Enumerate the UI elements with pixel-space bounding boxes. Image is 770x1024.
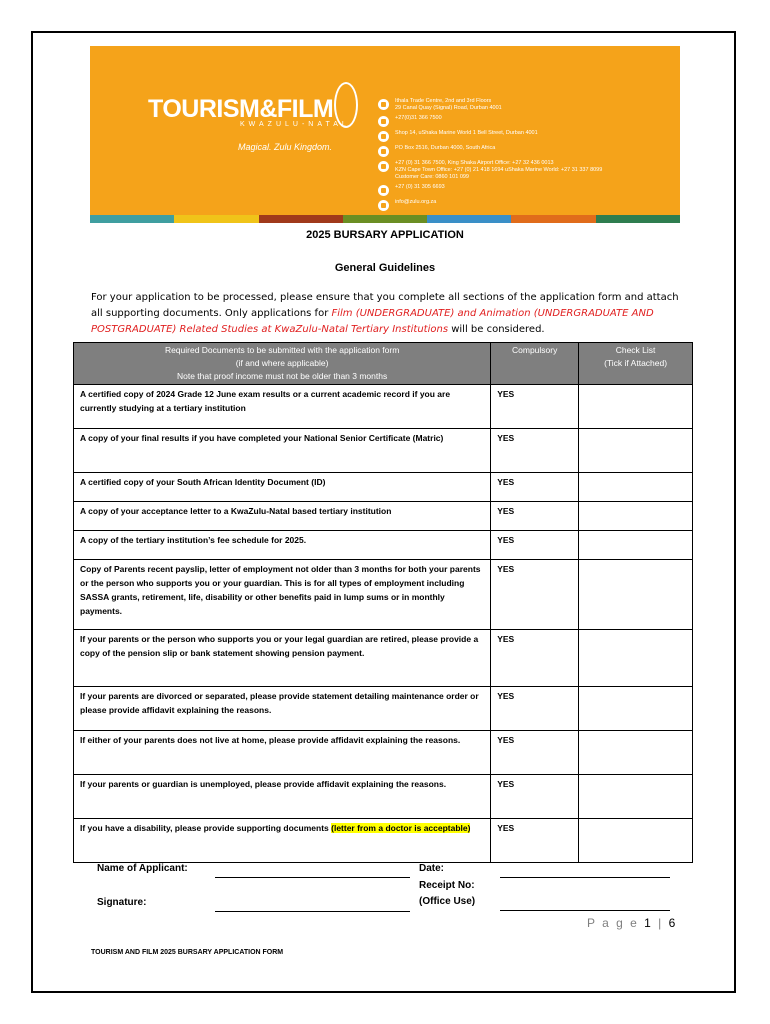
- required-document: [74, 731, 491, 775]
- table-row: [74, 819, 693, 863]
- contact-text: +27(0)31 366 7500: [395, 115, 442, 121]
- intro-text-end: will be considered.: [448, 324, 545, 335]
- header-line: Required Documents to be submitted with the application form: [164, 345, 400, 355]
- header-checklist: [579, 343, 693, 385]
- table-row: [74, 775, 693, 819]
- contact-row: [378, 199, 678, 211]
- required-document: [74, 775, 491, 819]
- contact-row: [378, 130, 678, 142]
- contact-details: [378, 98, 678, 214]
- header-line: Note that proof income must not be older than 3 months: [176, 371, 388, 381]
- web-icon: [378, 200, 389, 211]
- checklist-cell[interactable]: [579, 630, 693, 687]
- page-separator: |: [652, 916, 669, 930]
- home-icon: [378, 99, 389, 110]
- stripe-segment: [90, 215, 174, 223]
- checklist-cell[interactable]: [579, 385, 693, 429]
- logo-tagline: Magical. Zulu Kingdom.: [238, 142, 333, 152]
- contact-text: Shop 14, uShaka Marine World 1 Bell Street, Durban 4001: [395, 130, 538, 136]
- required-document: [74, 630, 491, 687]
- document-text: Copy of Parents recent payslip, letter of employment not older than 3 months for both your parents or the person who supports you or your guardian. This is for all types of employment including SASSA grants, retirement, life, disability or other benefits paid in lump sums or in monthly payments.: [80, 564, 481, 616]
- intro-eligible-studies: Film (UNDERGRADUATE) and Animation (UNDERGRADUATE AND POSTGRADUATE) Related Studies at KwaZulu-Natal Tertiary Institutions: [91, 308, 654, 335]
- contact-row: [378, 98, 678, 112]
- fax-icon: [378, 185, 389, 196]
- contact-row: [378, 184, 678, 196]
- table-row: [74, 429, 693, 473]
- checklist-cell[interactable]: [579, 531, 693, 560]
- table-row: [74, 502, 693, 531]
- document-text: A copy of the tertiary institution’s fee schedule for 2025.: [80, 535, 307, 545]
- logo-region: KWAZULU-NATAL: [240, 121, 350, 128]
- office-use-label: (Office Use): [419, 896, 476, 907]
- document-text: A certified copy of your South African Identity Document (ID): [80, 477, 326, 487]
- table-row: [74, 560, 693, 630]
- footer-form-name: TOURISM AND FILM 2025 BURSARY APPLICATION FORM: [91, 949, 284, 956]
- checklist-cell[interactable]: [579, 819, 693, 863]
- document-text: If your parents are divorced or separated, please provide statement detailing maintenance order or please provide affidavit explaining the reasons.: [80, 691, 479, 715]
- stripe-segment: [596, 215, 680, 223]
- compulsory-cell: YES: [491, 531, 579, 560]
- header-line: (Tick if Attached): [604, 358, 668, 368]
- required-document: [74, 385, 491, 429]
- logo-text: TOURISM&FILM: [148, 95, 334, 123]
- required-document: [74, 502, 491, 531]
- intro-paragraph: [91, 290, 691, 338]
- document-text: If your parents or guardian is unemployed, please provide affidavit explaining the reasons.: [80, 779, 447, 789]
- table-row: [74, 630, 693, 687]
- contact-text: info@zulu.org.za: [395, 199, 437, 205]
- chat-icon: [378, 161, 389, 172]
- compulsory-cell: YES: [491, 385, 579, 429]
- checklist-cell[interactable]: [579, 429, 693, 473]
- required-document: [74, 819, 491, 863]
- checklist-cell[interactable]: [579, 687, 693, 731]
- compulsory-cell: YES: [491, 819, 579, 863]
- phone-icon: [378, 116, 389, 127]
- compulsory-cell: YES: [491, 687, 579, 731]
- name-of-applicant-field[interactable]: [215, 877, 410, 878]
- page-total: 6: [668, 916, 678, 930]
- shield-emblem-icon: [334, 82, 358, 128]
- document-text: A copy of your final results if you have completed your National Senior Certificate (Matric): [80, 433, 444, 443]
- contact-text: +27 (0) 31 305 6693: [395, 184, 445, 190]
- required-document: [74, 473, 491, 502]
- table-row: [74, 687, 693, 731]
- header-required-documents: [74, 343, 491, 385]
- document-text: A copy of your acceptance letter to a KwaZulu-Natal based tertiary institution: [80, 506, 392, 516]
- page-prefix: P a g e: [587, 916, 645, 930]
- required-document: [74, 531, 491, 560]
- section-subtitle: General Guidelines: [334, 262, 436, 274]
- document-title: 2025 BURSARY APPLICATION: [306, 229, 464, 241]
- compulsory-cell: YES: [491, 429, 579, 473]
- stripe-segment: [259, 215, 343, 223]
- contact-text: +27 (0) 31 366 7500, King Shaka Airport Office: +27 32 436 0013 KZN Cape Town Office: +27 (0) 21 418 1694 uShaka Marine World: +27 31 337 8099 Customer Care: 0860 101 099: [395, 160, 603, 180]
- checklist-cell[interactable]: [579, 560, 693, 630]
- receipt-number-label: Receipt No:: [419, 880, 475, 891]
- document-text: If you have a disability, please provide supporting documents: [80, 823, 332, 833]
- compulsory-cell: YES: [491, 502, 579, 531]
- signature-field[interactable]: [215, 911, 410, 912]
- stripe-segment: [174, 215, 258, 223]
- location-icon: [378, 131, 389, 142]
- header-line: Check List: [615, 345, 656, 355]
- document-text: A certified copy of 2024 Grade 12 June exam results or a current academic record if you are currently studying at a tertiary institution: [80, 389, 451, 413]
- checklist-cell[interactable]: [579, 775, 693, 819]
- document-text: If either of your parents does not live at home, please provide affidavit explaining the reasons.: [80, 735, 461, 745]
- compulsory-cell: YES: [491, 560, 579, 630]
- checklist-cell[interactable]: [579, 731, 693, 775]
- table-row: [74, 531, 693, 560]
- contact-text: Ithala Trade Centre, 2nd and 3rd Floors 29 Canal Quay (Signal) Road, Durban 4001: [395, 98, 502, 111]
- required-document: [74, 560, 491, 630]
- contact-text: PO Box 2516, Durban 4000, South Africa: [395, 145, 496, 151]
- intro-text: For your application to be processed, please ensure that you complete all sections of the application form and attach all supporting documents. Only applications for: [91, 292, 679, 319]
- compulsory-cell: YES: [491, 473, 579, 502]
- required-document: [74, 687, 491, 731]
- table-row: [74, 385, 693, 429]
- date-label: Date:: [419, 863, 445, 874]
- required-documents-table: [73, 342, 693, 863]
- receipt-number-field[interactable]: [500, 910, 670, 911]
- mailbox-icon: [378, 146, 389, 157]
- table-row: [74, 731, 693, 775]
- stripe-segment: [511, 215, 595, 223]
- compulsory-cell: YES: [491, 731, 579, 775]
- table-row: [74, 473, 693, 502]
- signature-label: Signature:: [97, 897, 147, 908]
- color-stripe: [90, 215, 680, 223]
- document-text: If your parents or the person who supports you or your legal guardian are retired, please provide a copy of the pension slip or bank statement showing pension payment.: [80, 634, 479, 658]
- contact-row: [378, 115, 678, 127]
- page-current: 1: [644, 916, 653, 930]
- header-compulsory: Compulsory: [491, 343, 579, 385]
- compulsory-cell: YES: [491, 630, 579, 687]
- header-line: (if and where applicable): [235, 358, 329, 368]
- header-banner: [90, 46, 680, 223]
- contact-row: [378, 160, 678, 181]
- table-header-row: [74, 343, 693, 385]
- checklist-cell[interactable]: [579, 502, 693, 531]
- highlighted-note: (letter from a doctor is acceptable): [331, 823, 471, 833]
- compulsory-cell: YES: [491, 775, 579, 819]
- stripe-segment: [343, 215, 427, 223]
- page-number: [587, 916, 677, 930]
- date-field[interactable]: [500, 877, 670, 878]
- name-of-applicant-label: Name of Applicant:: [97, 863, 188, 874]
- checklist-cell[interactable]: [579, 473, 693, 502]
- stripe-segment: [427, 215, 511, 223]
- required-document: [74, 429, 491, 473]
- contact-row: [378, 145, 678, 157]
